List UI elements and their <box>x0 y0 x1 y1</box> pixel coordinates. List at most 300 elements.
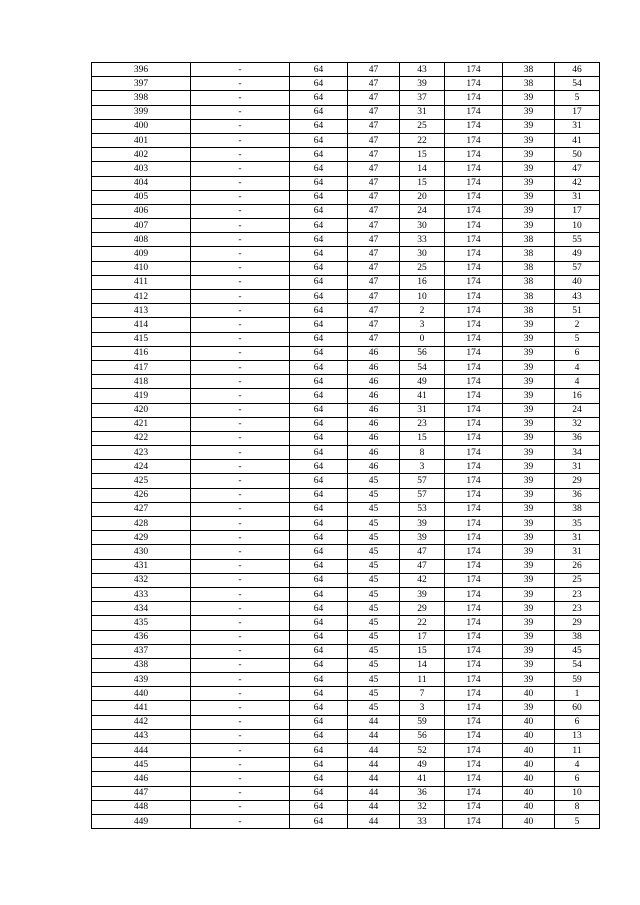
table-cell-col-3: 64 <box>290 190 348 204</box>
table-cell-col-3: 64 <box>290 786 348 800</box>
table-cell-col-6: 174 <box>445 786 503 800</box>
table-cell-col-5: 39 <box>400 587 445 601</box>
table-cell-col-5: 49 <box>400 758 445 772</box>
table-row <box>92 162 600 176</box>
table-cell-col-5: 22 <box>400 616 445 630</box>
table-cell-col-5: 3 <box>400 460 445 474</box>
table-cell-col-6: 174 <box>445 517 503 531</box>
table-cell-col-8: 36 <box>555 431 600 445</box>
table-cell-col-5: 54 <box>400 360 445 374</box>
table-cell-col-7: 39 <box>503 673 555 687</box>
table-cell-col-4: 47 <box>348 290 400 304</box>
table-cell-col-5: 3 <box>400 318 445 332</box>
table-row <box>92 119 600 133</box>
table-cell-marker: - <box>191 644 290 658</box>
table-cell-col-6: 174 <box>445 176 503 190</box>
table-cell-marker: - <box>191 545 290 559</box>
table-cell-row-number: 415 <box>92 332 191 346</box>
table-row <box>92 190 600 204</box>
table-cell-col-4: 45 <box>348 602 400 616</box>
table-row <box>92 446 600 460</box>
table-cell-marker: - <box>191 658 290 672</box>
table-cell-col-4: 45 <box>348 687 400 701</box>
table-cell-col-3: 64 <box>290 559 348 573</box>
table-row <box>92 573 600 587</box>
table-cell-col-6: 174 <box>445 729 503 743</box>
table-cell-col-3: 64 <box>290 616 348 630</box>
table-cell-col-7: 39 <box>503 190 555 204</box>
table-cell-col-4: 44 <box>348 772 400 786</box>
table-row <box>92 304 600 318</box>
table-cell-col-6: 174 <box>445 602 503 616</box>
table-cell-marker: - <box>191 772 290 786</box>
table-cell-col-7: 39 <box>503 474 555 488</box>
table-cell-marker: - <box>191 687 290 701</box>
table-cell-col-7: 38 <box>503 304 555 318</box>
table-cell-col-6: 174 <box>445 502 503 516</box>
table-cell-col-4: 46 <box>348 375 400 389</box>
table-cell-col-4: 44 <box>348 758 400 772</box>
table-cell-col-6: 174 <box>445 389 503 403</box>
table-cell-marker: - <box>191 290 290 304</box>
table-cell-col-7: 39 <box>503 488 555 502</box>
table-cell-col-6: 174 <box>445 204 503 218</box>
table-cell-col-8: 31 <box>555 460 600 474</box>
table-cell-col-4: 47 <box>348 190 400 204</box>
table-cell-marker: - <box>191 800 290 814</box>
table-cell-col-5: 41 <box>400 772 445 786</box>
table-row <box>92 77 600 91</box>
table-cell-col-4: 47 <box>348 176 400 190</box>
table-cell-marker: - <box>191 105 290 119</box>
table-cell-col-8: 11 <box>555 744 600 758</box>
table-cell-col-3: 64 <box>290 403 348 417</box>
table-cell-col-7: 38 <box>503 290 555 304</box>
table-cell-row-number: 414 <box>92 318 191 332</box>
table-cell-col-7: 40 <box>503 814 555 828</box>
table-cell-col-7: 39 <box>503 446 555 460</box>
table-cell-col-4: 45 <box>348 616 400 630</box>
table-cell-col-6: 174 <box>445 758 503 772</box>
table-cell-col-4: 46 <box>348 346 400 360</box>
table-cell-marker: - <box>191 219 290 233</box>
table-cell-col-8: 51 <box>555 304 600 318</box>
table-cell-col-7: 39 <box>503 162 555 176</box>
table-cell-col-6: 174 <box>445 800 503 814</box>
table-cell-col-5: 41 <box>400 389 445 403</box>
table-cell-col-8: 4 <box>555 758 600 772</box>
table-cell-col-4: 45 <box>348 559 400 573</box>
table-cell-col-7: 38 <box>503 63 555 77</box>
table-cell-col-8: 5 <box>555 91 600 105</box>
table-cell-col-3: 64 <box>290 233 348 247</box>
table-row <box>92 531 600 545</box>
table-row <box>92 133 600 147</box>
table-cell-marker: - <box>191 573 290 587</box>
table-cell-col-3: 64 <box>290 446 348 460</box>
table-cell-col-3: 64 <box>290 332 348 346</box>
table-cell-marker: - <box>191 375 290 389</box>
table-cell-col-3: 64 <box>290 502 348 516</box>
table-cell-col-8: 35 <box>555 517 600 531</box>
table-cell-col-8: 6 <box>555 772 600 786</box>
table-cell-col-6: 174 <box>445 403 503 417</box>
table-cell-col-5: 14 <box>400 162 445 176</box>
table-cell-col-6: 174 <box>445 219 503 233</box>
table-cell-marker: - <box>191 389 290 403</box>
table-cell-col-6: 174 <box>445 162 503 176</box>
table-cell-row-number: 421 <box>92 417 191 431</box>
table-row <box>92 786 600 800</box>
table-cell-marker: - <box>191 602 290 616</box>
table-cell-col-3: 64 <box>290 77 348 91</box>
table-cell-col-6: 174 <box>445 304 503 318</box>
table-cell-col-8: 17 <box>555 204 600 218</box>
table-cell-col-5: 7 <box>400 687 445 701</box>
table-cell-col-5: 39 <box>400 517 445 531</box>
table-row <box>92 417 600 431</box>
table-cell-col-6: 174 <box>445 488 503 502</box>
table-cell-marker: - <box>191 616 290 630</box>
table-cell-row-number: 427 <box>92 502 191 516</box>
table-cell-col-8: 31 <box>555 190 600 204</box>
table-cell-col-7: 39 <box>503 417 555 431</box>
table-cell-row-number: 431 <box>92 559 191 573</box>
table-cell-row-number: 412 <box>92 290 191 304</box>
table-cell-col-3: 64 <box>290 119 348 133</box>
table-cell-col-3: 64 <box>290 176 348 190</box>
table-cell-row-number: 424 <box>92 460 191 474</box>
table-cell-marker: - <box>191 275 290 289</box>
table-cell-col-7: 39 <box>503 91 555 105</box>
table-row <box>92 687 600 701</box>
table-row <box>92 715 600 729</box>
table-cell-col-4: 47 <box>348 204 400 218</box>
table-cell-row-number: 432 <box>92 573 191 587</box>
table-cell-col-6: 174 <box>445 701 503 715</box>
table-cell-col-8: 24 <box>555 403 600 417</box>
table-cell-col-4: 44 <box>348 814 400 828</box>
table-cell-col-5: 31 <box>400 403 445 417</box>
table-cell-col-7: 39 <box>503 517 555 531</box>
table-cell-col-5: 14 <box>400 658 445 672</box>
table-cell-col-8: 54 <box>555 77 600 91</box>
table-cell-col-3: 64 <box>290 148 348 162</box>
table-cell-col-4: 47 <box>348 318 400 332</box>
table-cell-row-number: 399 <box>92 105 191 119</box>
table-cell-col-4: 44 <box>348 786 400 800</box>
table-cell-col-7: 39 <box>503 133 555 147</box>
table-cell-col-8: 41 <box>555 133 600 147</box>
table-cell-col-3: 64 <box>290 687 348 701</box>
table-cell-col-3: 64 <box>290 133 348 147</box>
table-cell-col-3: 64 <box>290 247 348 261</box>
table-cell-col-5: 49 <box>400 375 445 389</box>
table-cell-col-7: 39 <box>503 573 555 587</box>
table-cell-marker: - <box>191 133 290 147</box>
table-cell-marker: - <box>191 814 290 828</box>
table-cell-col-3: 64 <box>290 346 348 360</box>
table-cell-col-5: 23 <box>400 417 445 431</box>
table-cell-col-5: 20 <box>400 190 445 204</box>
table-cell-col-8: 38 <box>555 630 600 644</box>
table-cell-col-3: 64 <box>290 204 348 218</box>
table-cell-col-3: 64 <box>290 63 348 77</box>
table-cell-col-5: 16 <box>400 275 445 289</box>
table-body <box>92 63 600 829</box>
table-cell-col-5: 56 <box>400 346 445 360</box>
table-row <box>92 233 600 247</box>
table-cell-col-8: 31 <box>555 545 600 559</box>
table-cell-col-4: 45 <box>348 630 400 644</box>
table-cell-col-6: 174 <box>445 446 503 460</box>
table-cell-col-5: 53 <box>400 502 445 516</box>
table-cell-col-8: 2 <box>555 318 600 332</box>
table-cell-row-number: 429 <box>92 531 191 545</box>
table-cell-col-8: 45 <box>555 644 600 658</box>
table-cell-col-7: 39 <box>503 219 555 233</box>
table-cell-col-3: 64 <box>290 360 348 374</box>
table-cell-col-7: 40 <box>503 758 555 772</box>
table-row <box>92 332 600 346</box>
table-cell-col-4: 45 <box>348 673 400 687</box>
table-cell-row-number: 445 <box>92 758 191 772</box>
table-cell-col-4: 47 <box>348 162 400 176</box>
table-cell-col-6: 174 <box>445 658 503 672</box>
table-cell-col-6: 174 <box>445 233 503 247</box>
table-cell-row-number: 436 <box>92 630 191 644</box>
table-cell-col-7: 39 <box>503 360 555 374</box>
table-cell-col-5: 25 <box>400 119 445 133</box>
table-cell-marker: - <box>191 431 290 445</box>
table-cell-col-4: 47 <box>348 304 400 318</box>
table-row <box>92 758 600 772</box>
table-cell-col-4: 46 <box>348 360 400 374</box>
table-cell-col-4: 47 <box>348 261 400 275</box>
table-cell-col-6: 174 <box>445 630 503 644</box>
table-row <box>92 346 600 360</box>
table-cell-col-8: 4 <box>555 360 600 374</box>
table-cell-col-5: 11 <box>400 673 445 687</box>
table-cell-col-8: 1 <box>555 687 600 701</box>
table-cell-col-8: 13 <box>555 729 600 743</box>
table-cell-col-7: 39 <box>503 375 555 389</box>
table-cell-col-8: 8 <box>555 800 600 814</box>
table-cell-col-6: 174 <box>445 744 503 758</box>
table-cell-col-6: 174 <box>445 687 503 701</box>
table-row <box>92 488 600 502</box>
table-cell-col-3: 64 <box>290 602 348 616</box>
table-row <box>92 247 600 261</box>
table-cell-col-5: 10 <box>400 290 445 304</box>
table-row <box>92 261 600 275</box>
table-cell-row-number: 409 <box>92 247 191 261</box>
table-cell-col-8: 31 <box>555 531 600 545</box>
table-cell-col-3: 64 <box>290 729 348 743</box>
table-cell-marker: - <box>191 233 290 247</box>
table-cell-row-number: 401 <box>92 133 191 147</box>
table-cell-col-7: 39 <box>503 644 555 658</box>
table-cell-col-8: 23 <box>555 587 600 601</box>
table-cell-col-6: 174 <box>445 261 503 275</box>
table-cell-col-7: 39 <box>503 346 555 360</box>
table-cell-col-3: 64 <box>290 105 348 119</box>
table-row <box>92 630 600 644</box>
table-cell-col-3: 64 <box>290 772 348 786</box>
table-cell-marker: - <box>191 474 290 488</box>
table-cell-marker: - <box>191 502 290 516</box>
table-cell-row-number: 396 <box>92 63 191 77</box>
table-cell-col-4: 44 <box>348 729 400 743</box>
table-cell-marker: - <box>191 346 290 360</box>
table-cell-col-7: 39 <box>503 616 555 630</box>
table-cell-col-4: 45 <box>348 531 400 545</box>
table-cell-row-number: 406 <box>92 204 191 218</box>
table-cell-row-number: 449 <box>92 814 191 828</box>
table-cell-col-3: 64 <box>290 219 348 233</box>
table-cell-col-5: 59 <box>400 715 445 729</box>
table-cell-col-8: 16 <box>555 389 600 403</box>
table-cell-col-4: 47 <box>348 275 400 289</box>
table-cell-row-number: 404 <box>92 176 191 190</box>
table-cell-row-number: 400 <box>92 119 191 133</box>
table-cell-col-7: 39 <box>503 701 555 715</box>
table-cell-col-7: 39 <box>503 602 555 616</box>
table-cell-col-8: 40 <box>555 275 600 289</box>
table-cell-marker: - <box>191 91 290 105</box>
table-cell-col-6: 174 <box>445 360 503 374</box>
table-cell-col-4: 47 <box>348 233 400 247</box>
table-cell-col-4: 46 <box>348 403 400 417</box>
table-cell-col-5: 52 <box>400 744 445 758</box>
table-cell-col-4: 46 <box>348 417 400 431</box>
table-cell-col-6: 174 <box>445 772 503 786</box>
table-cell-col-5: 57 <box>400 474 445 488</box>
table-cell-col-3: 64 <box>290 531 348 545</box>
table-cell-col-3: 64 <box>290 318 348 332</box>
table-cell-col-8: 50 <box>555 148 600 162</box>
table-cell-col-4: 47 <box>348 91 400 105</box>
table-cell-col-6: 174 <box>445 275 503 289</box>
table-cell-col-4: 46 <box>348 389 400 403</box>
table-cell-col-5: 3 <box>400 701 445 715</box>
table-cell-row-number: 422 <box>92 431 191 445</box>
table-cell-col-3: 64 <box>290 744 348 758</box>
table-cell-col-4: 47 <box>348 332 400 346</box>
table-cell-col-3: 64 <box>290 162 348 176</box>
table-cell-row-number: 405 <box>92 190 191 204</box>
table-cell-col-5: 39 <box>400 77 445 91</box>
table-cell-col-8: 42 <box>555 176 600 190</box>
table-cell-row-number: 417 <box>92 360 191 374</box>
table-cell-col-6: 174 <box>445 673 503 687</box>
table-cell-col-4: 44 <box>348 800 400 814</box>
table-cell-row-number: 398 <box>92 91 191 105</box>
table-cell-col-4: 44 <box>348 744 400 758</box>
table-cell-marker: - <box>191 304 290 318</box>
table-cell-row-number: 425 <box>92 474 191 488</box>
table-cell-col-7: 39 <box>503 204 555 218</box>
table-cell-row-number: 434 <box>92 602 191 616</box>
table-cell-col-5: 24 <box>400 204 445 218</box>
table-cell-row-number: 438 <box>92 658 191 672</box>
table-cell-row-number: 448 <box>92 800 191 814</box>
table-cell-col-8: 55 <box>555 233 600 247</box>
table-cell-col-8: 47 <box>555 162 600 176</box>
table-cell-col-4: 46 <box>348 431 400 445</box>
table-cell-col-5: 30 <box>400 247 445 261</box>
table-cell-col-7: 39 <box>503 545 555 559</box>
table-cell-col-7: 39 <box>503 176 555 190</box>
table-cell-col-8: 17 <box>555 105 600 119</box>
table-cell-col-3: 64 <box>290 758 348 772</box>
table-cell-marker: - <box>191 148 290 162</box>
table-cell-col-7: 39 <box>503 587 555 601</box>
table-cell-row-number: 403 <box>92 162 191 176</box>
table-cell-col-8: 34 <box>555 446 600 460</box>
table-cell-col-6: 174 <box>445 105 503 119</box>
table-cell-col-3: 64 <box>290 644 348 658</box>
table-cell-col-3: 64 <box>290 431 348 445</box>
table-cell-col-5: 33 <box>400 233 445 247</box>
table-cell-col-5: 47 <box>400 545 445 559</box>
table-cell-col-3: 64 <box>290 488 348 502</box>
table-cell-row-number: 408 <box>92 233 191 247</box>
table-cell-marker: - <box>191 559 290 573</box>
table-cell-col-8: 26 <box>555 559 600 573</box>
table-cell-col-3: 64 <box>290 275 348 289</box>
table-cell-col-7: 39 <box>503 630 555 644</box>
table-cell-col-4: 45 <box>348 587 400 601</box>
table-cell-col-4: 45 <box>348 474 400 488</box>
table-cell-marker: - <box>191 587 290 601</box>
table-cell-col-7: 39 <box>503 318 555 332</box>
table-row <box>92 219 600 233</box>
table-cell-col-3: 64 <box>290 261 348 275</box>
table-row <box>92 744 600 758</box>
table-row <box>92 375 600 389</box>
table-cell-col-3: 64 <box>290 417 348 431</box>
table-cell-col-7: 40 <box>503 715 555 729</box>
table-cell-marker: - <box>191 332 290 346</box>
table-cell-col-8: 59 <box>555 673 600 687</box>
table-cell-col-4: 45 <box>348 701 400 715</box>
table-cell-col-6: 174 <box>445 587 503 601</box>
table-cell-col-7: 39 <box>503 148 555 162</box>
table-cell-col-4: 44 <box>348 715 400 729</box>
table-cell-row-number: 430 <box>92 545 191 559</box>
table-cell-col-4: 47 <box>348 219 400 233</box>
table-cell-col-6: 174 <box>445 133 503 147</box>
table-row <box>92 673 600 687</box>
table-cell-marker: - <box>191 460 290 474</box>
table-cell-col-3: 64 <box>290 304 348 318</box>
table-cell-col-8: 57 <box>555 261 600 275</box>
table-cell-col-5: 0 <box>400 332 445 346</box>
table-cell-col-6: 174 <box>445 63 503 77</box>
table-cell-col-5: 29 <box>400 602 445 616</box>
table-cell-col-8: 5 <box>555 332 600 346</box>
table-cell-col-7: 40 <box>503 800 555 814</box>
table-cell-col-8: 29 <box>555 474 600 488</box>
table-row <box>92 431 600 445</box>
table-cell-marker: - <box>191 190 290 204</box>
table-row <box>92 701 600 715</box>
table-cell-col-6: 174 <box>445 431 503 445</box>
table-cell-col-6: 174 <box>445 559 503 573</box>
table-cell-col-6: 174 <box>445 77 503 91</box>
table-cell-col-7: 39 <box>503 658 555 672</box>
